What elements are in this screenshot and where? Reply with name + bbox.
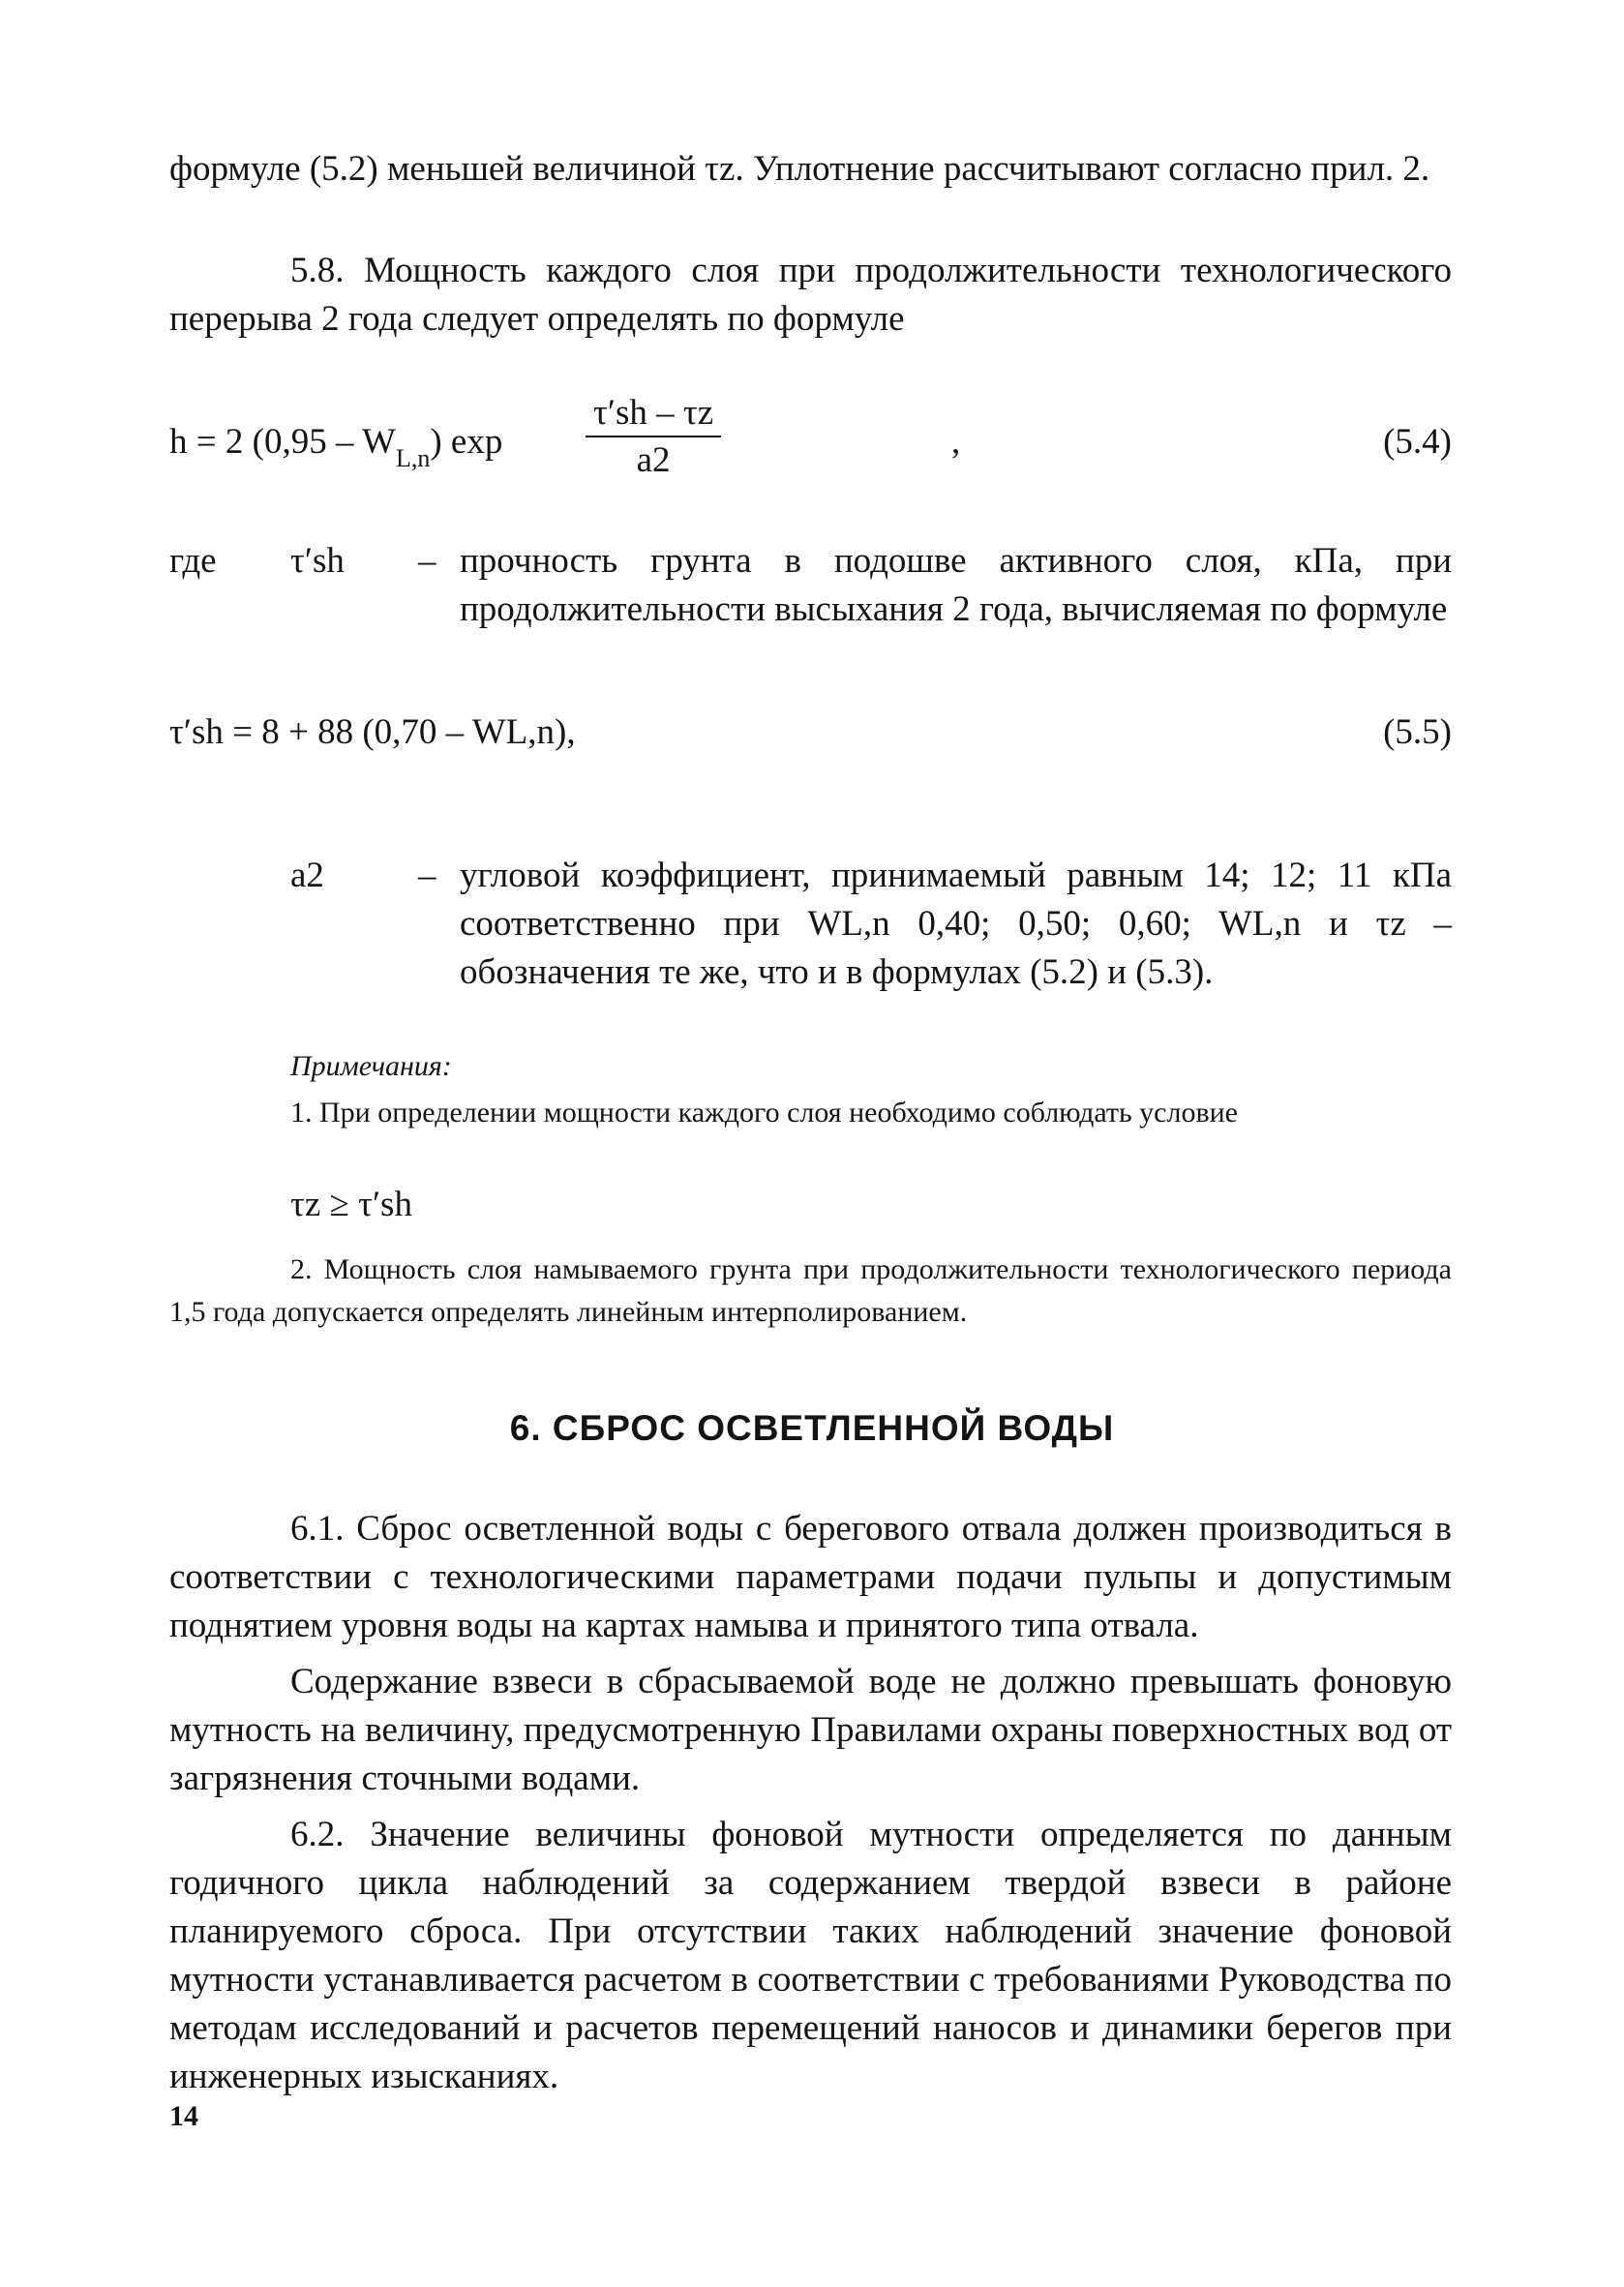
equation-comma: , bbox=[951, 422, 961, 462]
equation-expression: τ′sh = 8 + 88 (0,70 – WL,n), bbox=[169, 712, 576, 752]
definition-where: где bbox=[169, 541, 217, 581]
equation-number: (5.4) bbox=[1383, 422, 1452, 462]
note-text: 2. Мощность слоя намываемого грунта при продолжительности технологического периода 1,5 года допускается определять линейным интерполированием. bbox=[169, 1253, 1452, 1328]
note-text: 1. При определении мощности каждого слоя необходимо соблюдать условие bbox=[290, 1097, 1238, 1128]
equation-5-5 bbox=[169, 711, 1452, 769]
section-6-body bbox=[169, 1505, 1452, 2101]
page-number: 14 bbox=[169, 2100, 198, 2132]
paragraph-continuation bbox=[169, 145, 1452, 194]
definition-text: угловой коэффициент, принимаемый равным 14; 12; 11 кПа соответственно при WL,n 0,40; 0,50; 0,60; WL,n и τz – обозначения те же, что и в формулах (5.2) и (5.3). bbox=[460, 856, 1452, 992]
paragraph-5-8 bbox=[169, 247, 1452, 344]
paragraph-text: 5.8. Мощность каждого слоя при продолжительности технологического перерыва 2 года следует определять по формуле bbox=[169, 251, 1452, 339]
section-heading: 6. СБРОС ОСВЕТЛЕННОЙ ВОДЫ bbox=[509, 1408, 1115, 1448]
notes-title: Примечания: bbox=[290, 1050, 452, 1082]
equation-lhs: h = 2 $(0,95 - W_{L,n})$ exp bbox=[169, 422, 503, 472]
definition-symbol: τ′sh bbox=[290, 541, 345, 581]
paragraph-text: формуле (5.2) меньшей величиной τz. Уплотнение рассчитывают согласно прил. 2. bbox=[169, 149, 1430, 189]
equation-5-4 bbox=[169, 382, 1452, 498]
definition-text: прочность грунта в подошве активного слоя, кПа, при продолжительности высыхания 2 года, вычисляемая по формуле bbox=[460, 541, 1452, 629]
note-1 bbox=[169, 1092, 1452, 1134]
paragraph-6-1: 6.1. Сброс осветленной воды с берегового отвала должен производиться в соответствии с технологическими параметрами подачи пульпы и допустимым поднятием уровня воды на картах намыва и принятого типа отвала. bbox=[169, 1509, 1452, 1645]
paragraph-6-2: 6.2. Значение величины фоновой мутности определяется по данным годичного цикла наблюдений за содержанием твердой взвеси в районе планируемого сброса. При отсутствии таких наблюдений значение фоновой мутности устанавливается расчетом в соответствии с требованиями Руководства по методам исследований и расчетов перемещений наносов и динамики берегов при инженерных изысканиях. bbox=[169, 1815, 1452, 2096]
fraction-denominator: a2 bbox=[636, 440, 671, 480]
note-1-formula: τz ≥ τ′sh bbox=[290, 1185, 412, 1224]
note-2 bbox=[169, 1249, 1452, 1334]
equation-fraction bbox=[586, 392, 721, 481]
definition-symbol: a2 bbox=[290, 856, 324, 895]
fraction-numerator: τ′sh – τz bbox=[586, 392, 721, 437]
definition-dash: – bbox=[418, 856, 436, 895]
equation-number: (5.5) bbox=[1383, 712, 1452, 752]
paragraph-6-1-content: Содержание взвеси в сбрасываемой воде не должно превышать фоновую мутность на величину, предусмотренную Правилами охраны поверхностных вод от загрязнения сточными водами. bbox=[169, 1662, 1452, 1798]
definition-dash: – bbox=[418, 541, 436, 581]
